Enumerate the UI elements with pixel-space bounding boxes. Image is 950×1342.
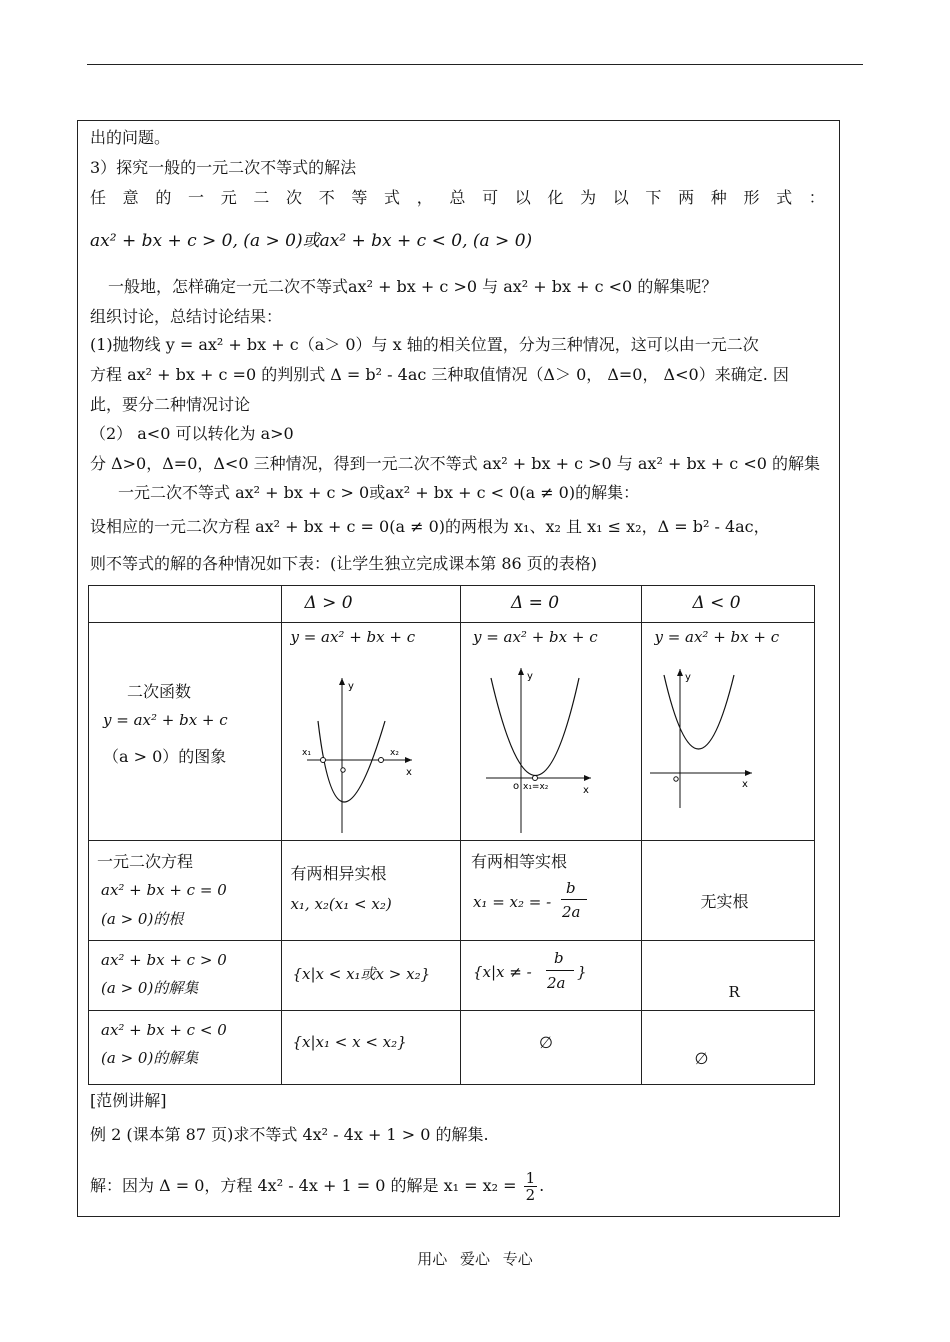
text-line-13: 设相应的一元二次方程 ax² + bx + c = 0(a ≠ 0)的两根为 x₁、x₂ 且 x₁ ≤ x₂，Δ = b² - 4ac， [90, 517, 770, 536]
gt-no-root-set: R [642, 941, 815, 1011]
svg-text:y: y [685, 672, 692, 683]
svg-text:x₁=x₂: x₁=x₂ [522, 782, 549, 792]
text-line-12: 一元二次不等式 ax² + bx + c > 0或ax² + bx + c < 0(a ≠ 0)的解集： [118, 483, 640, 502]
spaced-char: ： [808, 188, 825, 207]
example-2: 例 2 (课本第 87 页)求不等式 4x² - 4x + 1 > 0 的解集. [90, 1125, 489, 1144]
text-line-5: 一般地，怎样确定一元二次不等式ax² + bx + c >0 与 ax² + bx + c <0 的解集呢？ [108, 277, 718, 296]
svg-text:x: x [406, 767, 413, 778]
header-delta-zero: Δ = 0 [460, 586, 642, 623]
spaced-char: 式 [384, 188, 401, 207]
footer [0, 1248, 950, 1269]
spaced-char: 意 [122, 188, 139, 207]
header-rule [87, 64, 863, 65]
roots-two-distinct: 有两相异实根 x₁, x₂(x₁ < x₂) [282, 841, 461, 941]
solution-table [88, 585, 815, 1085]
row-lt-label: ax² + bx + c < 0 (a > 0)的解集 [89, 1011, 282, 1085]
svg-text:x: x [742, 779, 749, 790]
text-line-3 [90, 187, 825, 209]
row-graph-label: 二次函数 y = ax² + bx + c （a > 0）的图象 [89, 623, 282, 841]
row-gt-label: ax² + bx + c > 0 (a > 0)的解集 [89, 941, 282, 1011]
header-delta-positive: Δ > 0 [282, 586, 461, 623]
svg-text:x: x [582, 785, 589, 796]
spaced-char: 元 [220, 188, 237, 207]
spaced-char: 化 [547, 188, 564, 207]
spaced-char: 两 [678, 188, 695, 207]
graph-double-root-cell: y = ax² + bx + c y o x₁=x₂ x [460, 623, 642, 841]
example-heading: [范例讲解] [90, 1091, 167, 1110]
roots-double: 有两相等实根 x₁ = x₂ = - b 2a [460, 841, 642, 941]
spaced-char: 不 [318, 188, 335, 207]
text-line-7: (1)抛物线 y = ax² + bx + c（a＞ 0）与 x 轴的相关位置，分为三种情况，这可以由一元二次 [90, 335, 759, 354]
text-line-9: 此，要分二种情况讨论 [90, 395, 251, 414]
spaced-char: 可 [482, 188, 499, 207]
spaced-char: 式 [776, 188, 793, 207]
graph-two-roots-cell: y = ax² + bx + c y x x₁ x₂ [282, 623, 461, 841]
spaced-char: 以 [514, 188, 531, 207]
lt-two-roots-set: {x|x₁ < x < x₂} [282, 1011, 461, 1085]
roots-none: 无实根 [642, 841, 815, 941]
parabola-no-root-graph [642, 623, 814, 841]
spaced-char: 下 [645, 188, 662, 207]
gt-double-root-set: {x|x ≠ - b 2a } [460, 941, 642, 1011]
header-delta-negative: Δ < 0 [642, 586, 815, 623]
spaced-char: 任 [90, 188, 107, 207]
footer-item: 用心 [417, 1250, 448, 1268]
spaced-char: 的 [155, 188, 172, 207]
svg-text:x₂: x₂ [390, 748, 400, 758]
text-line-14: 则不等式的解的各种情况如下表：(让学生独立完成课本第 86 页的表格) [90, 554, 598, 573]
spaced-char: 一 [188, 188, 205, 207]
spaced-char: 总 [449, 188, 466, 207]
svg-text:y: y [526, 671, 533, 682]
footer-item: 专心 [502, 1250, 533, 1268]
formula-line: ax² + bx + c > 0, (a > 0)或ax² + bx + c < 0, (a > 0) [90, 231, 533, 251]
svg-text:x₁: x₁ [302, 748, 312, 758]
solution-line: 解：因为 Δ = 0，方程 4x² - 4x + 1 = 0 的解是 x₁ = x₂ = $\frac{1}{2}$ . [90, 1169, 545, 1204]
gt-two-roots-set: {x|x < x₁或x > x₂} [282, 941, 461, 1011]
spaced-char: 为 [580, 188, 597, 207]
svg-text:y: y [348, 681, 355, 692]
parabola-double-root-graph [461, 623, 642, 841]
spaced-char: ， [416, 188, 433, 207]
text-line-6: 组织讨论，总结讨论结果： [90, 307, 283, 326]
spaced-char: 二 [253, 188, 270, 207]
spaced-char: 以 [612, 188, 629, 207]
text-line-8: 方程 ax² + bx + c =0 的判别式 Δ = b² - 4ac 三种取值情况（Δ＞ 0， Δ=0， Δ<0）来确定. 因 [90, 365, 789, 384]
spaced-char: 种 [710, 188, 727, 207]
text-line-10: （2） a<0 可以转化为 a>0 [90, 424, 294, 443]
svg-text:o: o [512, 781, 520, 792]
text-line-11: 分 Δ>0，Δ=0，Δ<0 三种情况，得到一元二次不等式 ax² + bx + c >0 与 ax² + bx + c <0 的解集 [90, 454, 821, 473]
text-line-2: 3）探究一般的一元二次不等式的解法 [90, 158, 357, 177]
parabola-two-roots-graph [282, 623, 460, 841]
spaced-char: 次 [286, 188, 303, 207]
header-empty [89, 586, 282, 623]
lt-no-root-set: ∅ [642, 1011, 815, 1085]
footer-item: 爱心 [459, 1250, 490, 1268]
row-roots-label: 一元二次方程 ax² + bx + c = 0 (a > 0)的根 [89, 841, 282, 941]
lt-double-root-set: ∅ [460, 1011, 642, 1085]
text-line-1: 出的问题。 [90, 128, 171, 147]
graph-no-root-cell: y = ax² + bx + c y x [642, 623, 815, 841]
spaced-char: 等 [351, 188, 368, 207]
spaced-char: 形 [743, 188, 760, 207]
